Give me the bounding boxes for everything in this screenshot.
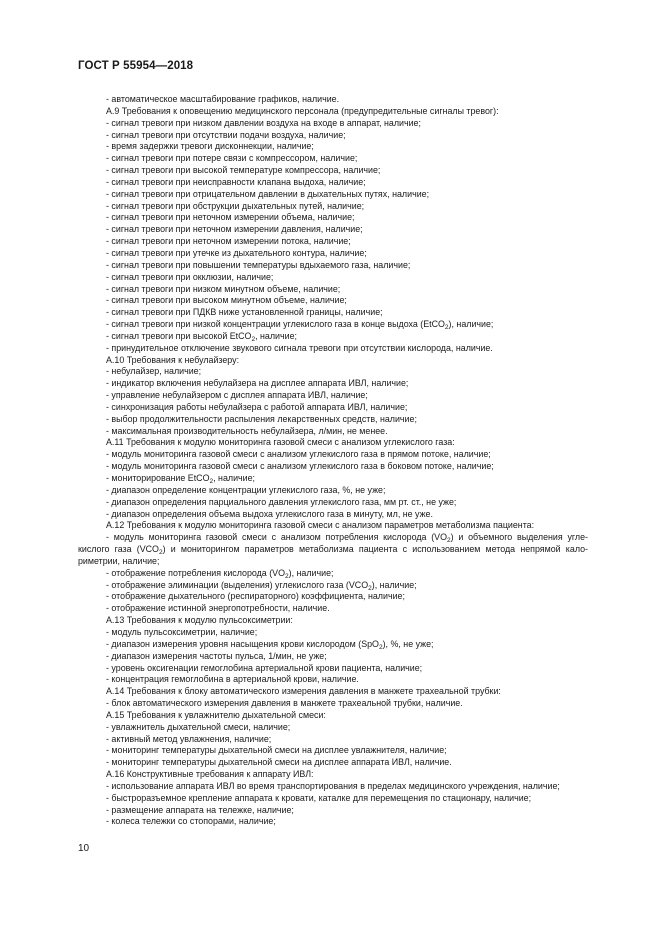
text-segment: А.13 Требования к модулю пульсоксиметрии: [106, 615, 293, 626]
text-line [78, 153, 588, 165]
text-line [78, 449, 588, 461]
subscript: 2 [158, 549, 163, 557]
text-line [78, 437, 588, 449]
text-segment: - модуль мониторинга газовой смеси с анализом углекислого газа в боковом потоке, наличие; [106, 461, 494, 472]
text-line [78, 520, 588, 532]
text-segment: - сигнал тревоги при утечке из дыхательного контура, наличие; [106, 247, 367, 258]
text-segment: - автоматическое масштабирование графиков, наличие. [106, 94, 340, 104]
text-segment: ), %, не уже; [382, 638, 434, 649]
text-line [78, 497, 588, 509]
subscript: 2 [368, 584, 372, 592]
text-segment: - сигнал тревоги при неточном измерении давления, наличие; [106, 224, 363, 235]
text-line [78, 769, 588, 781]
text-line [78, 639, 588, 651]
text-line [78, 141, 588, 153]
text-line [78, 722, 588, 734]
text-segment: - активный метод увлажнения, наличие; [106, 733, 272, 744]
text-segment: - сигнал тревоги при неточном измерении объема, наличие; [106, 212, 355, 223]
text-segment: - сигнал тревоги при низком минутном объеме, наличие; [106, 283, 341, 294]
text-segment: - диапазон определение концентрации углекислого газа, %, не уже; [106, 484, 386, 495]
text-line [78, 568, 588, 580]
text-line [78, 248, 588, 260]
text-line [78, 177, 588, 189]
text-segment: ), наличие; [371, 579, 417, 590]
subscript: 2 [444, 324, 449, 332]
text-segment: - сигнал тревоги при неточном измерении потока, наличие; [106, 236, 351, 247]
text-line [78, 236, 588, 248]
text-segment: - мониторирование EtCO [106, 473, 210, 483]
text-line [78, 212, 588, 224]
text-segment: А.14 Требования к блоку автоматического измерения давления в манжете трахеальной трубки: [106, 686, 501, 697]
text-line [78, 793, 588, 805]
text-segment: - сигнал тревоги при высокой температуре компрессора, наличие; [106, 165, 381, 176]
text-segment: - мониторинг температуры дыхательной смеси на дисплее увлажнителя, наличие; [106, 745, 447, 756]
text-segment: риметрии, наличие; [78, 555, 160, 566]
text-line [78, 674, 588, 686]
text-segment: А.12 Требования к модулю мониторинга газовой смеси с анализом параметров метаболизма пациента: [106, 520, 535, 531]
text-segment: - модуль мониторинга газовой смеси с анализом потребления кислорода (VO [106, 532, 447, 543]
text-segment: - отображение потребления кислорода (VO [106, 567, 285, 578]
text-line [78, 485, 588, 497]
text-line [78, 816, 588, 828]
text-segment: - индикатор включения небулайзера на дисплее аппарата ИВЛ, наличие; [106, 378, 409, 389]
text-segment: - быстроразъемное крепление аппарата к кровати, каталке для перемещения по стационару, наличие; [106, 792, 532, 803]
subscript: 2 [285, 572, 289, 580]
text-segment: - сигнал тревоги при обструкции дыхательных путей, наличие; [106, 200, 365, 211]
text-segment: А.9 Требования к оповещению медицинского персонала (предупредительные сигналы тревог): [106, 105, 499, 116]
text-line [78, 805, 588, 817]
text-line [78, 260, 588, 272]
text-segment: - сигнал тревоги при окклюзии, наличие; [106, 271, 274, 282]
text-line [78, 118, 588, 130]
page-number: 10 [78, 843, 90, 854]
text-line [78, 627, 588, 639]
text-segment: - использование аппарата ИВЛ во время транспортирования в пределах медицинского учреждения, наличие; [106, 780, 560, 791]
text-line [78, 224, 588, 236]
text-segment: , наличие; [255, 330, 297, 341]
text-segment: - синхронизация работы небулайзера с работой аппарата ИВЛ, наличие; [106, 401, 408, 412]
text-line [78, 781, 588, 793]
text-line [78, 461, 588, 473]
text-segment: - сигнал тревоги при высокой EtCO [106, 330, 252, 341]
text-line [78, 106, 588, 118]
text-segment: - отображение элиминации (выделения) углекислого газа (VCO [106, 579, 369, 590]
text-segment: , наличие; [213, 473, 256, 483]
text-segment: - уровень оксигенации гемоглобина артериальной крови пациента, наличие; [106, 662, 423, 673]
text-segment: - сигнал тревоги при неисправности клапана выдоха, наличие; [106, 176, 366, 187]
text-line [78, 591, 588, 603]
text-segment: - максимальная производительность небулайзера, л/мин, не менее. [106, 425, 388, 436]
text-segment: - мониторинг температуры дыхательной смеси на дисплее аппарата ИВЛ, наличие. [106, 757, 452, 768]
text-segment: - модуль пульсоксиметрии, наличие; [106, 626, 258, 637]
text-line [78, 686, 588, 698]
text-line [78, 366, 588, 378]
text-line [78, 201, 588, 213]
text-segment: - концентрация гемоглобина в артериальной крови, наличие. [106, 674, 359, 685]
text-segment: - время задержки тревоги дисконнекции, наличие; [106, 141, 314, 152]
text-segment: - диапазон измерения частоты пульса, 1/мин, не уже; [106, 650, 327, 661]
document-body [78, 94, 588, 828]
text-segment: - размещение аппарата на тележке, наличие; [106, 804, 294, 815]
subscript: 2 [378, 643, 383, 651]
subscript: 2 [447, 537, 451, 545]
text-line [78, 355, 588, 367]
text-line [78, 710, 588, 722]
text-segment: - диапазон определения объема выдоха углекислого газа в минуту, мл, не уже. [106, 508, 433, 519]
text-line [78, 414, 588, 426]
text-segment: - отображение дыхательного (респираторного) коэффициента, наличие; [106, 591, 405, 602]
text-segment: - небулайзер, наличие; [106, 366, 202, 377]
text-line [78, 165, 588, 177]
text-segment: кислого газа (VCO [78, 544, 159, 555]
text-segment: ) и мониторингом параметров метаболизма пациента с использованием метода непрямой кало- [162, 544, 588, 555]
text-segment: - сигнал тревоги при отсутствии подачи воздуха, наличие; [106, 129, 346, 140]
text-line [78, 615, 588, 627]
text-segment: - принудительное отключение звукового сигнала тревоги при отсутствии кислорода, наличие. [106, 342, 493, 353]
text-segment: - увлажнитель дыхательной смеси, наличие; [106, 721, 291, 732]
text-segment: - сигнал тревоги при потере связи с компрессором, наличие; [106, 153, 358, 164]
text-segment: - отображение истинной энергопотребности, наличие. [106, 603, 330, 614]
text-line [78, 402, 588, 414]
text-line [78, 295, 588, 307]
text-segment: - модуль мониторинга газовой смеси с анализом углекислого газа в прямом потоке, наличие; [106, 449, 491, 460]
text-segment: А.16 Конструктивные требования к аппарату ИВЛ: [106, 769, 314, 780]
text-line [78, 509, 588, 521]
text-segment: А.10 Требования к небулайзеру: [106, 354, 240, 365]
text-line [78, 343, 588, 355]
text-segment: - сигнал тревоги при высоком минутном объеме, наличие; [106, 295, 347, 306]
text-segment: А.15 Требования к увлажнителю дыхательной смеси: [106, 709, 326, 720]
text-line [78, 698, 588, 710]
text-line [78, 272, 588, 284]
text-segment: - сигнал тревоги при повышении температуры вдыхаемого газа, наличие; [106, 259, 411, 270]
text-segment: ) и объемного выделения угле- [450, 532, 589, 543]
text-segment: - блок автоматического измерения давления в манжете трахеальной трубки, наличие. [106, 698, 463, 709]
text-line [78, 319, 588, 331]
document-header: ГОСТ Р 55954—2018 [78, 60, 194, 72]
text-segment: - сигнал тревоги при ПДКВ ниже установленной границы, наличие; [106, 307, 383, 318]
text-segment: - сигнал тревоги при отрицательном давлении в дыхательных путях, наличие; [106, 188, 430, 199]
text-line [78, 189, 588, 201]
text-line [78, 378, 588, 390]
text-segment: - колеса тележки со стопорами, наличие; [106, 816, 276, 827]
text-segment: - диапазон измерения уровня насыщения крови кислородом (SpO [106, 638, 379, 649]
text-segment: - сигнал тревоги при низком давлении воздуха на входе в аппарат, наличие; [106, 117, 421, 128]
text-line [78, 651, 588, 663]
text-segment: - выбор продолжительности распыления лекарственных средств, наличие; [106, 413, 417, 424]
text-line [78, 426, 588, 438]
text-line [78, 603, 588, 615]
text-segment: ), наличие; [288, 567, 334, 578]
text-line [78, 745, 588, 757]
text-line [78, 130, 588, 142]
text-line [78, 556, 588, 568]
text-segment: - управление небулайзером с дисплея аппарата ИВЛ, наличие; [106, 390, 368, 401]
text-line [78, 94, 588, 106]
text-segment: ), наличие; [448, 319, 494, 330]
text-line [78, 532, 588, 544]
text-line [78, 473, 588, 485]
text-line [78, 757, 588, 769]
text-segment: А.11 Требования к модулю мониторинга газовой смеси с анализом углекислого газа: [106, 437, 455, 448]
subscript: 2 [251, 335, 256, 343]
text-line [78, 544, 588, 556]
text-line [78, 307, 588, 319]
text-segment: - диапазон определения парциального давления углекислого газа, мм рт. ст., не уже; [106, 496, 457, 507]
subscript: 2 [209, 478, 214, 485]
text-line [78, 663, 588, 675]
text-line [78, 331, 588, 343]
text-line [78, 390, 588, 402]
text-line [78, 284, 588, 296]
text-line [78, 580, 588, 592]
text-line [78, 734, 588, 746]
text-segment: - сигнал тревоги при низкой концентрации углекислого газа в конце выдоха (EtCO [106, 319, 445, 330]
